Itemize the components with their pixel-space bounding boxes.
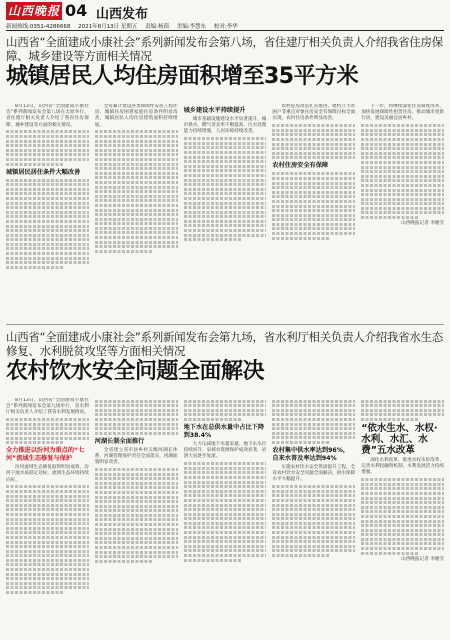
story2-subhead-2: 河湖长制全面推行 xyxy=(94,437,145,445)
story1-col2-text: 全省累计建设各类保障性安居工程住房，城镇住房困难家庭住房条件明显改善，城镇居民人均住房建筑面积持续增加。 xyxy=(94,104,178,128)
story1-body xyxy=(6,104,444,320)
story1-col3-text: 城市基础设施建设水平显著提升，城市供水、燃气普及率不断提高，污水处理能力持续增强，人居环境持续改善。 xyxy=(183,117,267,135)
story1-kicker: 山西省“全面建成小康社会”系列新闻发布会第八场，省住建厅相关负责人介绍我省住房保障、城乡建设等方面相关情况 xyxy=(6,35,443,63)
page-number: 04 xyxy=(65,1,88,20)
story2-header xyxy=(6,330,444,385)
story2-subhead-4: 农村集中供水率达到96%，自来水普及率达到94% xyxy=(272,446,350,462)
paper-name: 山西晚报 xyxy=(7,4,60,18)
story1-headline: 城镇居民人均住房面积增至35平方米 xyxy=(6,64,359,89)
story2-col3-text: 大力压减地下水超采量，地下水水位持续回升，泉域水资源保护成效显著，岩溶大泉逐步复流。 xyxy=(183,441,267,460)
story1-header xyxy=(6,35,444,90)
story1-lead: 8月13日，山西省“全面建成小康社会”系列新闻发布会第八场在太原举行。省住建厅相关负责人介绍了我省住房保障、城乡建设等方面的相关情况。 xyxy=(6,104,89,128)
story2-col1-text: 汾河流域生态修复取得明显成效，汾河干流水质稳定达标，流域生态环境持续向好。 xyxy=(6,465,89,483)
meta-row xyxy=(6,22,444,30)
story2-col-5 xyxy=(361,398,444,634)
masthead xyxy=(0,0,450,32)
story1-subhead-2: 城乡建设水平持续提升 xyxy=(183,107,246,114)
story2-headline: 农村饮水安全问题全面解决 xyxy=(6,359,265,384)
story2-subhead-1: 全力推进以汾河为重点的“七河”流域生态修复与保护 xyxy=(6,447,85,463)
story2-col-4 xyxy=(272,398,355,634)
story2-subhead-3: 地下水在总供水量中占比下降到38.4% xyxy=(183,423,265,439)
masthead-rule xyxy=(6,30,444,31)
story1-col-1 xyxy=(6,104,89,320)
story1-col-5 xyxy=(361,104,444,320)
hotline: 新闻热线:0351-4286668 xyxy=(6,24,71,30)
story1-reporter: 山西晚报记者 李晓雪 xyxy=(401,221,444,227)
story2-subhead-5: “依水生水、水权·水利、水汇、水费”五水改革 xyxy=(361,422,438,456)
story1-col-2 xyxy=(95,104,178,320)
story-divider xyxy=(6,324,444,325)
story2-body xyxy=(6,398,444,634)
editor: 责编:杨茵 xyxy=(145,24,169,30)
story2-col2-text: 全省建立省市县乡村五级河湖长体系，河湖管理保护责任全面落实，河湖面貌明显改善。 xyxy=(94,447,178,466)
story2-col-1 xyxy=(6,398,89,634)
story2-col-3 xyxy=(184,398,267,634)
story1-col4-text: 农村危房改造扎实推进，建档立卡贫困户等重点对象住房安全有保障目标全面实现，农村住房条件明显改善。 xyxy=(272,104,356,122)
story2-kicker: 山西省“全面建成小康社会”系列新闻发布会第九场，省水利厅相关负责人介绍我省水生态修复、水利脱贫攻坚等方面相关情况 xyxy=(6,330,443,358)
story1-col5-text: 下一步，将继续深化住房制度改革，加快发展保障性租赁住房，推动城市更新行动，建设美丽宜居乡村。 xyxy=(361,104,444,122)
issue-date: 2021年8月13日 星期五 xyxy=(78,24,138,30)
story2-col-2 xyxy=(95,398,178,634)
story1-col-3 xyxy=(184,104,267,320)
designer: 美编:李慧东 xyxy=(176,24,207,30)
section-title: 山西发布 xyxy=(96,7,149,22)
story1-subhead-3: 农村住房安全有保障 xyxy=(272,162,329,170)
story1-subhead-1: 城镇居民居住条件大幅改善 xyxy=(6,168,81,176)
proofreader: 校对:李华 xyxy=(213,24,238,30)
story2-col4-text: 实施农村饮水安全巩固提升工程，全省农村饮水安全问题全面解决，供水保障水平大幅提升。 xyxy=(272,464,356,483)
story1-col-4 xyxy=(272,104,355,320)
story2-col5-text: 深化水利改革，推进水权水价改革，完善水利投融资机制，水利发展活力持续增强。 xyxy=(361,457,444,476)
story2-lead: 8月13日，山西省“全面建成小康社会”系列新闻发布会第九场举行，省水利厅相关负责人介绍了我省水利发展情况。 xyxy=(6,398,89,416)
story2-reporter: 山西晚报记者 李晓雪 xyxy=(401,556,444,562)
